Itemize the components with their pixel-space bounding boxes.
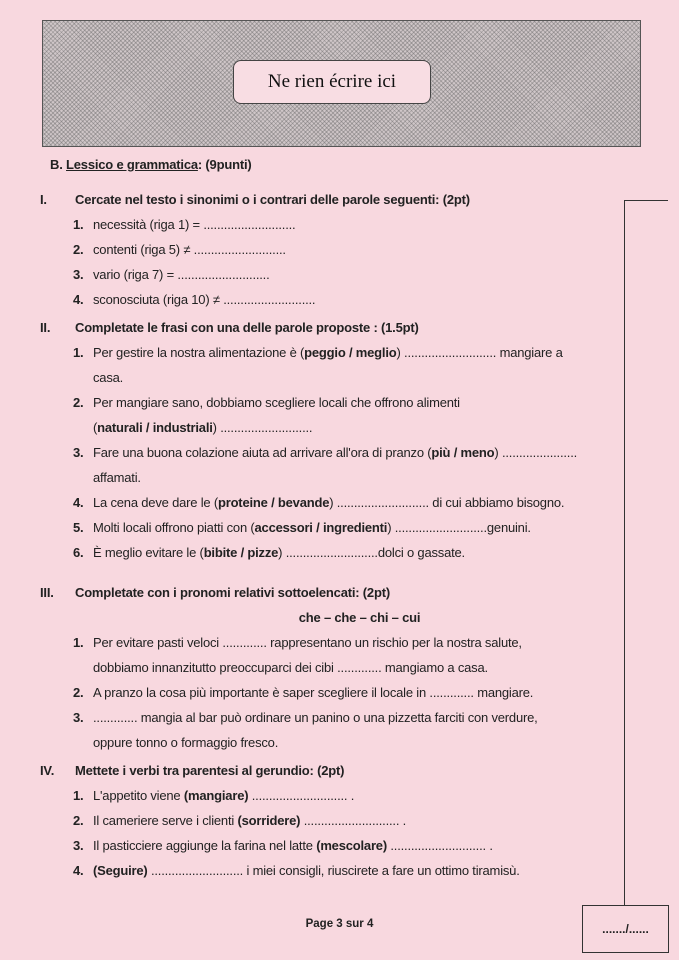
exercise-line: [0, 630, 679, 655]
exercise-line: [0, 833, 679, 858]
word-choice: peggio / meglio: [304, 345, 397, 360]
item-number: 1.: [73, 217, 84, 232]
item-number: 2.: [73, 685, 84, 700]
text-segment: ............................ .: [300, 813, 407, 828]
item-number: 4.: [73, 863, 84, 878]
exercise-title: Completate con i pronomi relativi sottoelencati: (2pt): [75, 585, 390, 600]
exercise-numeral: II.: [40, 320, 51, 335]
section-heading: [0, 152, 679, 177]
exercise-numeral: IV.: [40, 763, 55, 778]
exercise-line: [0, 655, 679, 680]
exercise-line: [0, 680, 679, 705]
item-text: [93, 655, 488, 680]
exercise-line: [0, 212, 679, 237]
text-segment: ) ........................... mangiare a: [396, 345, 563, 360]
exercise-line: [0, 808, 679, 833]
item-number: 3.: [73, 267, 84, 282]
item-number: 2.: [73, 813, 84, 828]
text-segment: Molti locali offrono piatti con (: [93, 520, 255, 535]
exercise-heading: [0, 580, 679, 605]
text-segment: Il cameriere serve i clienti: [93, 813, 238, 828]
text-segment: sconosciuta (riga 10) ≠ ...........................: [93, 292, 316, 307]
item-text: [93, 540, 465, 565]
exercise-line: [0, 390, 679, 415]
text-segment: Per evitare pasti veloci ............. rappresentano un rischio per la nostra salute,: [93, 635, 522, 650]
exercise-line: [0, 705, 679, 730]
word-choice: (Seguire): [93, 863, 148, 878]
text-segment: ............................ .: [248, 788, 355, 803]
item-text: [93, 390, 460, 415]
item-number: 3.: [73, 710, 84, 725]
text-segment: ) ...........................: [212, 420, 313, 435]
item-text: [93, 490, 564, 515]
item-text: [93, 415, 312, 440]
word-choice: (mescolare): [316, 838, 387, 853]
text-segment: ) ...........................genuini.: [387, 520, 531, 535]
item-number: 2.: [73, 242, 84, 257]
text-segment: vario (riga 7) = ...........................: [93, 267, 270, 282]
item-text: [93, 858, 520, 883]
no-write-label: Ne rien écrire ici: [233, 60, 431, 104]
item-text: [93, 212, 295, 237]
item-number: 3.: [73, 445, 84, 460]
exercise-line: [0, 515, 679, 540]
text-segment: dobbiamo innanzitutto preoccuparci dei cibi ............. mangiamo a casa.: [93, 660, 488, 675]
text-segment: ............................ .: [386, 838, 493, 853]
section-title: Lessico e grammatica: [66, 157, 198, 172]
item-text: [93, 365, 123, 390]
exercise-list: [0, 187, 679, 883]
text-segment: Per mangiare sano, dobbiamo scegliere locali che offrono alimenti: [93, 395, 460, 410]
word-choice: proteine / bevande: [217, 495, 330, 510]
item-number: 4.: [73, 495, 84, 510]
text-segment: (: [93, 420, 98, 435]
exercise-line: [0, 340, 679, 365]
exercise-line: [0, 262, 679, 287]
item-number: 5.: [73, 520, 84, 535]
text-segment: oppure tonno o formaggio fresco.: [93, 735, 279, 750]
item-number: 1.: [73, 788, 84, 803]
item-text: [93, 262, 270, 287]
word-bank: che – che – chi – cui: [298, 610, 421, 625]
exercise-numeral: I.: [40, 192, 47, 207]
exercise-line: [0, 237, 679, 262]
exercise-content: [0, 152, 679, 883]
exercise-title: Cercate nel testo i sinonimi o i contrari delle parole seguenti: (2pt): [75, 192, 470, 207]
text-segment: ........................... i miei consigli, riuscirete a fare un ottimo tiramisù.: [147, 863, 520, 878]
item-text: [93, 340, 563, 365]
item-text: [93, 783, 354, 808]
exercise-line: [0, 365, 679, 390]
exercise-title: Mettete i verbi tra parentesi al gerundio: (2pt): [75, 763, 345, 778]
item-text: [93, 808, 406, 833]
item-number: 1.: [73, 345, 84, 360]
exercise-line: [0, 730, 679, 755]
section-letter: B.: [50, 157, 63, 172]
exercise-line: [0, 540, 679, 565]
text-segment: necessità (riga 1) = ...........................: [93, 217, 296, 232]
text-segment: È meglio evitare le (: [93, 545, 204, 560]
item-text: [93, 515, 531, 540]
text-segment: affamati.: [93, 470, 141, 485]
item-text: [93, 630, 522, 655]
exercise-line: [0, 465, 679, 490]
text-segment: Per gestire la nostra alimentazione è (: [93, 345, 305, 360]
item-text: [93, 730, 278, 755]
score-box: ......./......: [582, 905, 669, 953]
item-number: 3.: [73, 838, 84, 853]
item-text: [93, 680, 533, 705]
item-number: 4.: [73, 292, 84, 307]
item-text: [93, 833, 493, 858]
item-text: [93, 705, 538, 730]
item-text: [93, 465, 141, 490]
word-choice: naturali / industriali: [97, 420, 213, 435]
exercise-line: [0, 440, 679, 465]
word-choice: più / meno: [431, 445, 495, 460]
exercise-numeral: III.: [40, 585, 54, 600]
text-segment: Il pasticciere aggiunge la farina nel latte: [93, 838, 317, 853]
text-segment: ............. mangia al bar può ordinare un panino o una pizzetta farciti con verdure,: [93, 710, 538, 725]
exercise-line: [0, 783, 679, 808]
item-text: [93, 287, 315, 312]
section-points: : (9punti): [197, 157, 252, 172]
page-number: Page 3 sur 4: [305, 918, 374, 930]
exercise-line: [0, 490, 679, 515]
exercise-heading: [0, 315, 679, 340]
word-choice: accessori / ingredienti: [254, 520, 388, 535]
exercise-heading: [0, 187, 679, 212]
text-segment: ) ......................: [494, 445, 578, 460]
text-segment: A pranzo la cosa più importante è saper scegliere il locale in ............. mangiare.: [93, 685, 534, 700]
word-choice: bibite / pizze: [203, 545, 279, 560]
exercise-title: Completate le frasi con una delle parole proposte : (1.5pt): [75, 320, 419, 335]
word-choice: (mangiare): [183, 788, 249, 803]
exercise-line: [0, 287, 679, 312]
item-number: 2.: [73, 395, 84, 410]
item-number: 6.: [73, 545, 84, 560]
item-number: 1.: [73, 635, 84, 650]
text-segment: ) ...........................dolci o gassate.: [278, 545, 465, 560]
exercise-line: [0, 415, 679, 440]
word-choice: (sorridere): [237, 813, 301, 828]
exercise-line: [0, 858, 679, 883]
exercise-heading: [0, 758, 679, 783]
text-segment: ) ........................... di cui abbiamo bisogno.: [329, 495, 565, 510]
item-text: [93, 440, 577, 465]
text-segment: contenti (riga 5) ≠ ...........................: [93, 242, 286, 257]
item-text: [93, 237, 286, 262]
text-segment: La cena deve dare le (: [93, 495, 218, 510]
text-segment: L'appetito viene: [93, 788, 184, 803]
text-segment: Fare una buona colazione aiuta ad arrivare all'ora di pranzo (: [93, 445, 432, 460]
text-segment: casa.: [93, 370, 124, 385]
